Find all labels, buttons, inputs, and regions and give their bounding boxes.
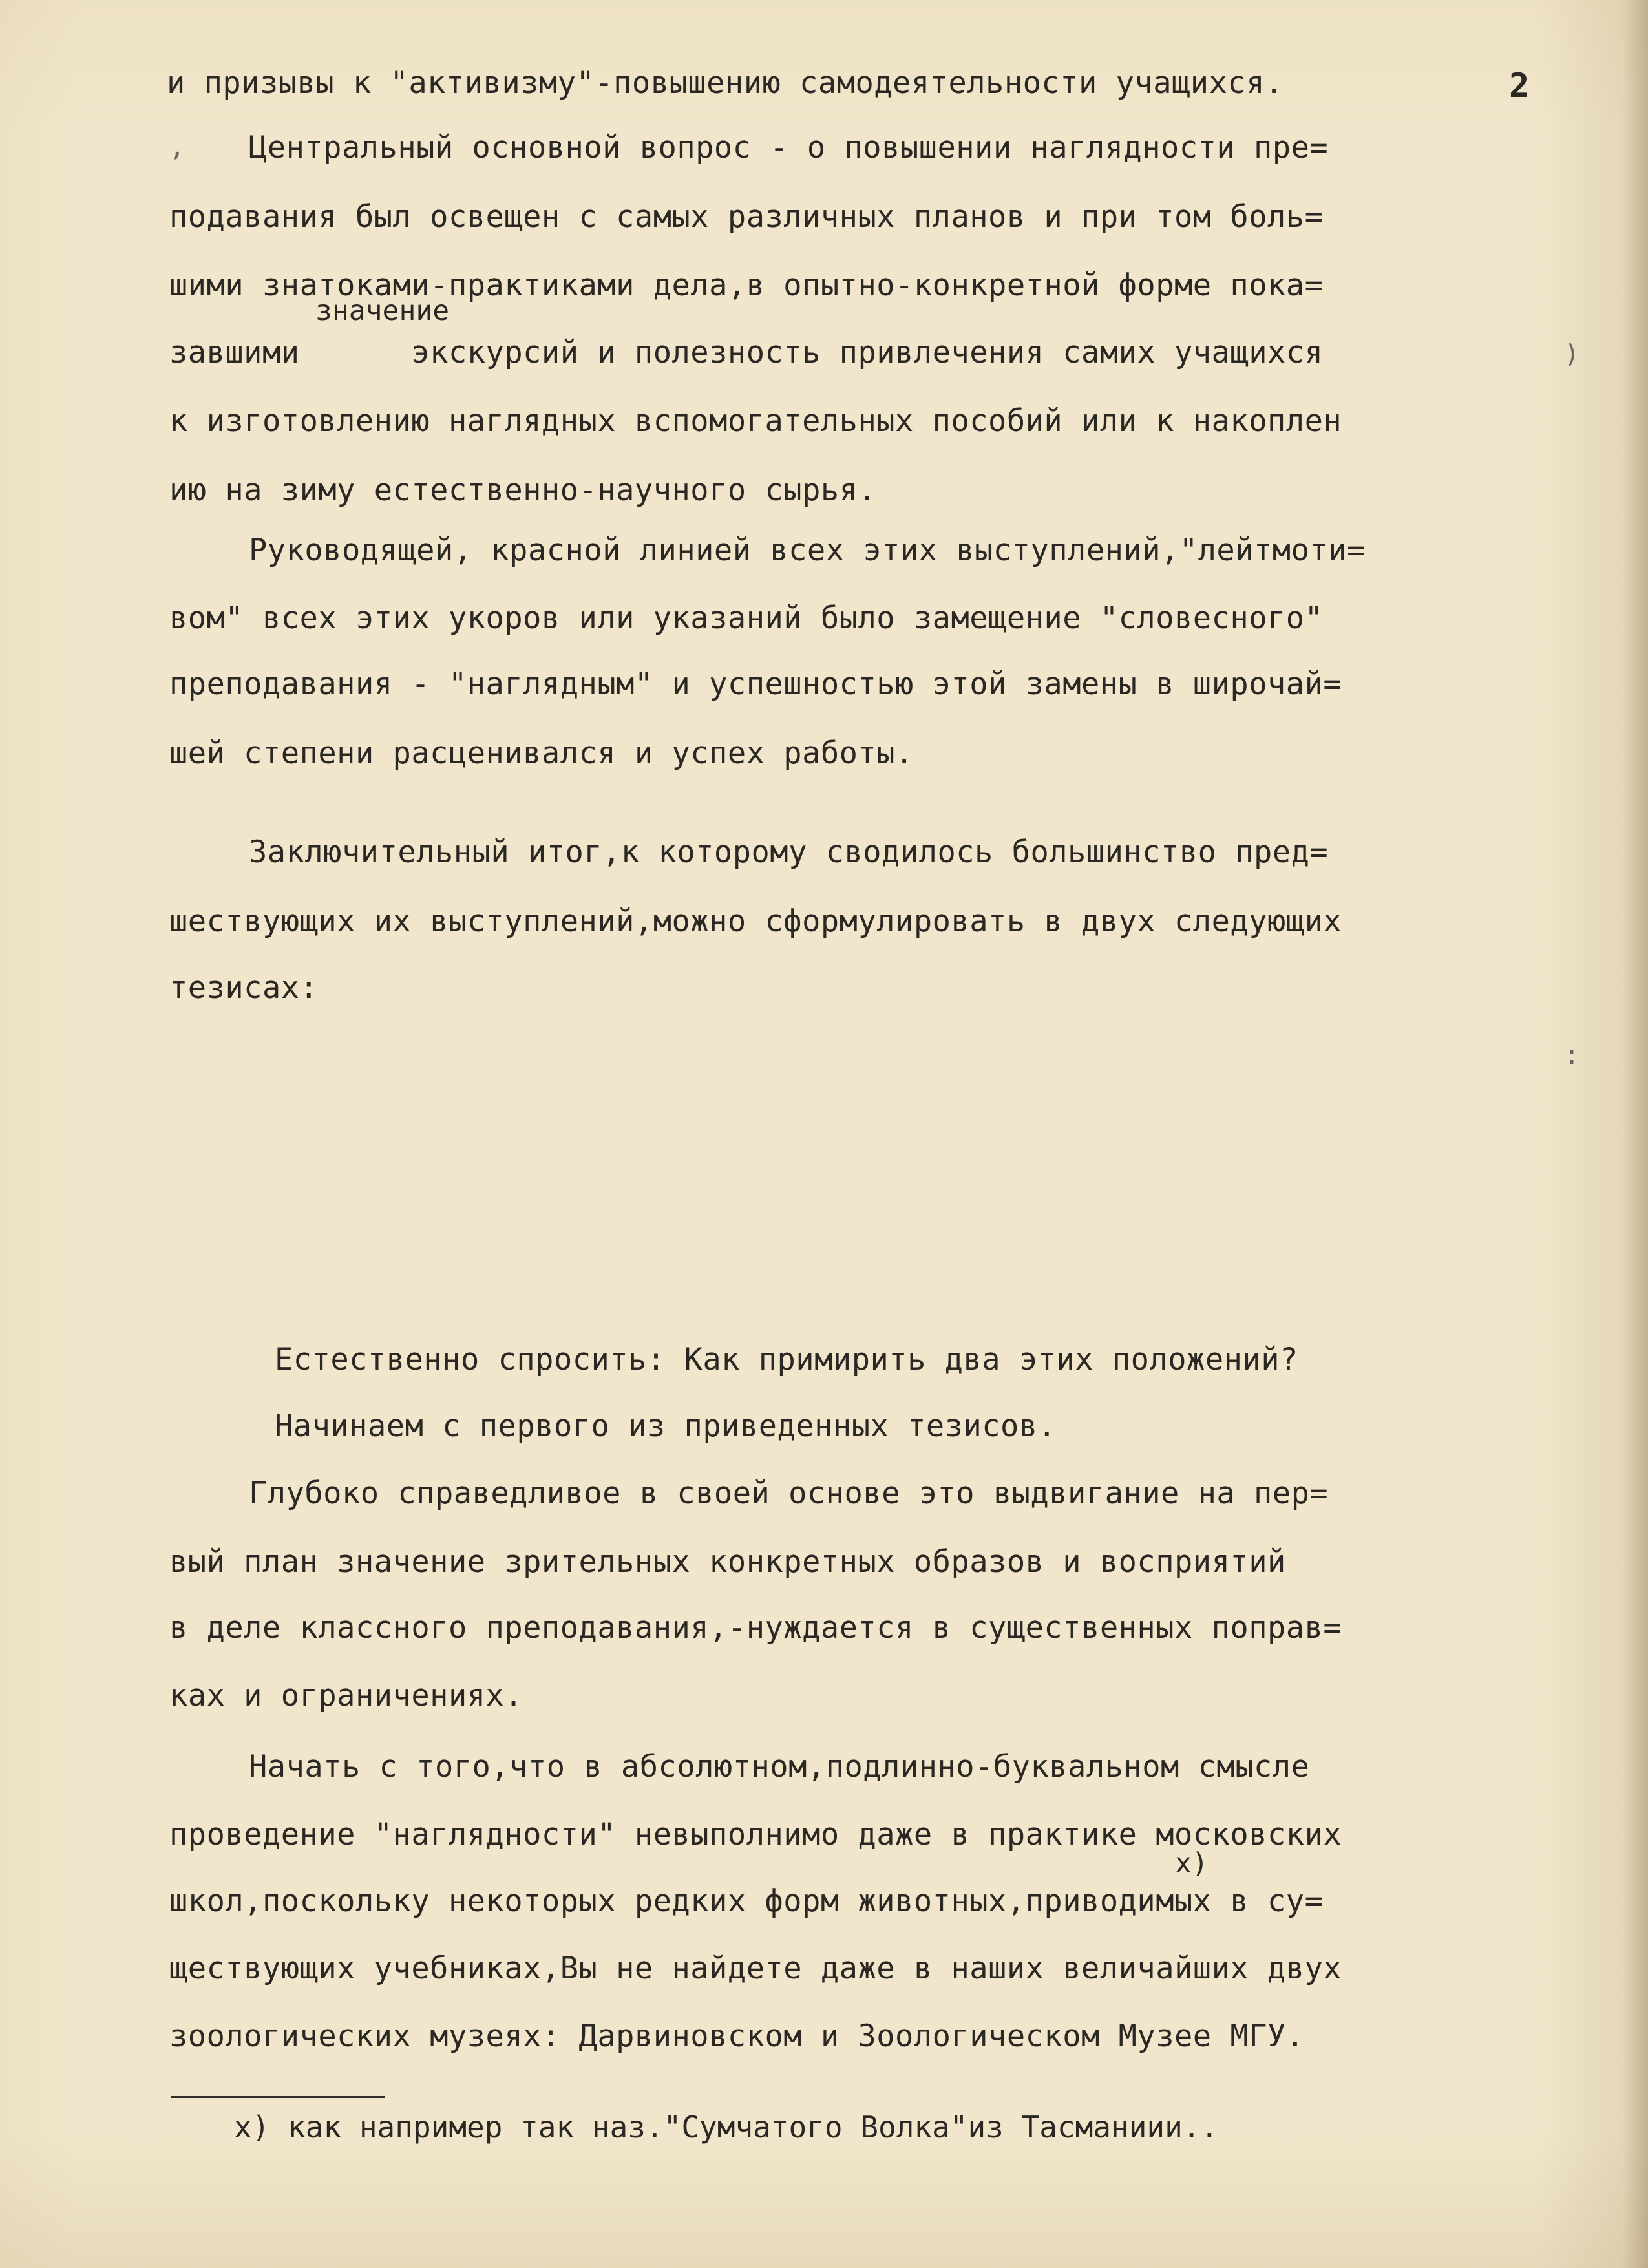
text-line: Естественно спросить: Как примирить два этих положений? [275, 1342, 1298, 1377]
text-line: Заключительный итог,к которому сводилось большинство пред= [249, 834, 1329, 870]
text-line: Центральный основной вопрос - о повышении наглядности пре= [249, 130, 1329, 165]
text-line: ках и ограничениях. [169, 1678, 523, 1713]
text-line: школ,поскольку некоторых редких форм животных,приводимых в су= [169, 1883, 1324, 1919]
text-line: к изготовлению наглядных вспомогательных пособий или к накоплен [169, 403, 1342, 439]
page-number: 2 [1509, 67, 1530, 105]
text-line: проведение "наглядности" невыполнимо даже в практике московских [169, 1817, 1342, 1852]
footnote-rule [171, 2096, 385, 2098]
text-line: Руководящей, красной линией всех этих выступлений,"лейтмоти= [249, 533, 1366, 568]
text-line: преподавания - "наглядным" и успешностью этой замены в широчай= [169, 666, 1342, 702]
interlinear-insertion: значение [315, 295, 450, 327]
paper-edge-shadow [1622, 0, 1648, 2268]
footnote-marker: x) [1175, 1847, 1209, 1880]
text-line: шествующих их выступлений,можно сформулировать в двух следующих [169, 904, 1342, 939]
text-line: вом" всех этих укоров или указаний было замещение "словесного" [169, 600, 1324, 636]
text-line: и призывы к "активизму"-повышению самодеятельности учащихся. [167, 65, 1284, 101]
text-line: тезисах: [169, 970, 319, 1006]
stray-mark: ) [1564, 339, 1580, 369]
text-line: ию на зиму естественно-научного сырья. [169, 472, 877, 508]
text-line: в деле классного преподавания,-нуждается в существенных поправ= [169, 1610, 1342, 1646]
text-line: ществующих учебниках,Вы не найдете даже в наших величайших двух [169, 1951, 1342, 1986]
text-line: Глубоко справедливое в своей основе это выдвигание на пер= [249, 1476, 1329, 1511]
stray-mark: , [169, 132, 185, 162]
text-line: зоологических музеях: Дарвиновском и Зоологическом Музее МГУ. [169, 2019, 1305, 2054]
text-line: Начать с того,что в абсолютном,подлинно-буквальном смысле [249, 1749, 1310, 1785]
footnote-text: x) как например так наз."Сумчатого Волка"из Тасманиии.. [234, 2110, 1219, 2145]
text-line: подавания был освещен с самых различных планов и при том боль= [169, 199, 1324, 235]
text-line: завшими экскурсий и полезность привлечения самих учащихся [169, 335, 1324, 370]
text-line: Начинаем с первого из приведенных тезисов. [275, 1408, 1057, 1444]
text-line: шими знатоками-практиками дела,в опытно-конкретной форме пока= [169, 268, 1324, 303]
text-line: вый план значение зрительных конкретных образов и восприятий [169, 1544, 1286, 1580]
text-line: шей степени расценивался и успех работы. [169, 736, 914, 771]
stray-mark: : [1564, 1041, 1580, 1070]
